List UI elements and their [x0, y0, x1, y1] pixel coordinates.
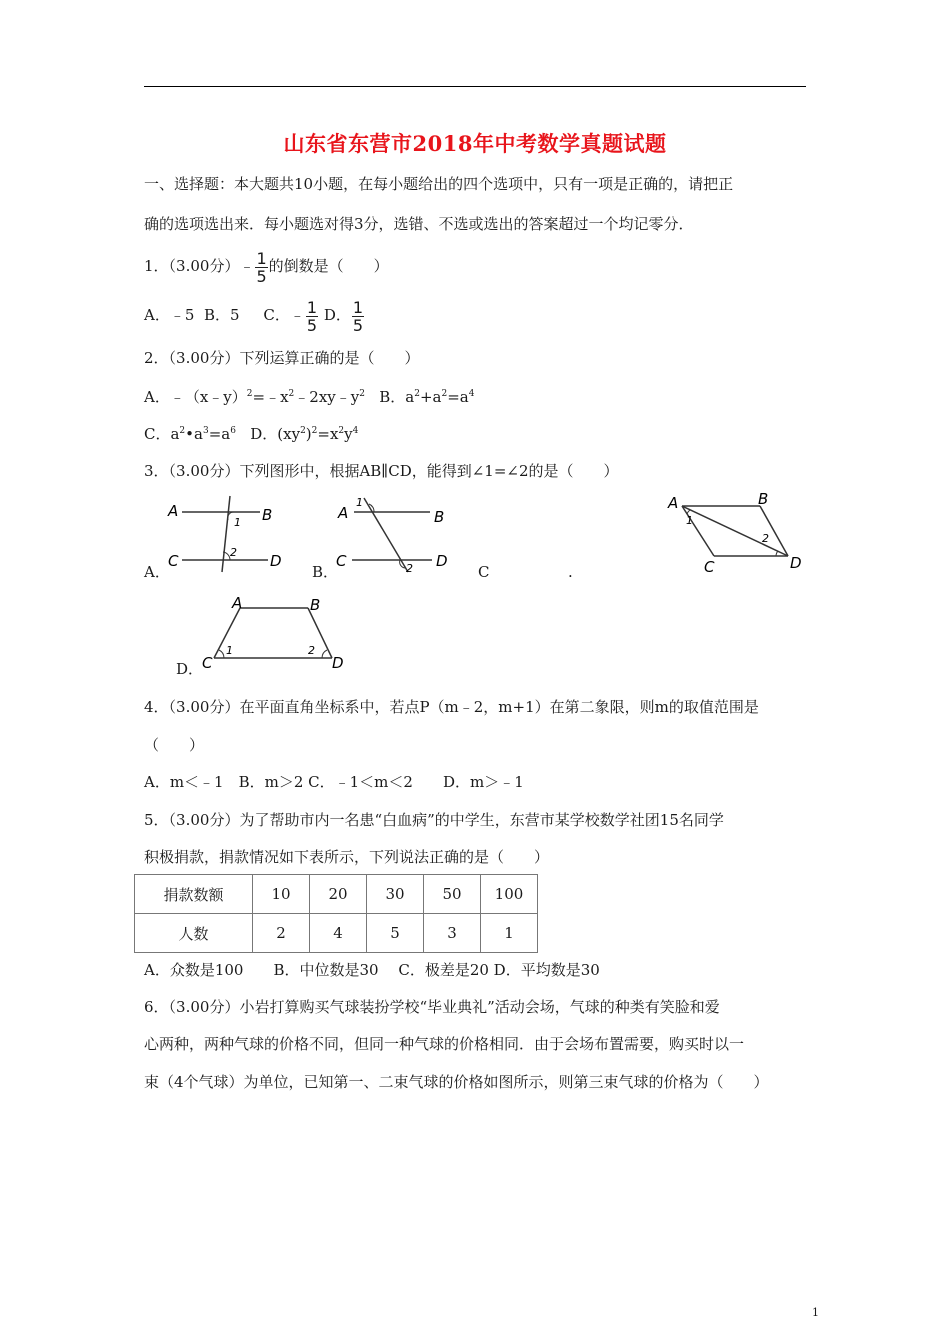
section-intro-line1: 一、选择题：本大题共10小题，在每小题给出的四个选项中，只有一项是正确的，请把正 [144, 175, 734, 193]
q3-option-b-label: B． [312, 563, 339, 581]
q3-figure-c [662, 492, 810, 576]
donation-table [134, 874, 538, 953]
svg-text:D: D [790, 554, 802, 572]
page-title: 山东省东营市2018年中考数学真题试题 [283, 131, 667, 156]
svg-text:B: B [262, 506, 273, 524]
q1-option-d: D． [323, 306, 351, 324]
question-1-stem: 1．（3.00分）﹣ $\frac{1}{5}$ 的倒数是（ ） [144, 248, 389, 286]
q3-option-c-dot: . [568, 563, 573, 581]
q3-option-a-label: A． [144, 563, 170, 581]
table-cell: 100 [481, 875, 538, 914]
question-6-line2: 心两种，两种气球的价格不同，但同一种气球的价格相同．由于会场布置需要，购买时以一 [144, 1035, 745, 1053]
q3-figure-b [332, 494, 457, 574]
table-cell: 10 [253, 875, 310, 914]
question-3-stem: 3．（3.00分）下列图形中，根据AB∥CD，能得到∠1=∠2的是（ ） [144, 462, 619, 480]
svg-text:1: 1 [356, 496, 363, 509]
svg-text:C: C [704, 558, 715, 576]
table-cell: 4 [310, 914, 367, 953]
svg-text:A: A [338, 504, 349, 522]
q3-option-c-label: C [478, 563, 490, 581]
table-cell: 3 [424, 914, 481, 953]
svg-text:2: 2 [308, 644, 315, 657]
question-2-options-cd: C．$a^2•a^3=a^6$ D．$(xy^2)^2=x^2y^4$ [144, 425, 359, 443]
question-1-options: A．﹣5 B．5 C．﹣ $\frac{1}{5}$ D． $\frac{1}{5}$ [144, 297, 364, 335]
svg-text:B: B [758, 492, 769, 508]
q1-option-b: B．5 [203, 306, 240, 324]
table-cell: 2 [253, 914, 310, 953]
header-rule [144, 86, 806, 87]
q3-figure-d [198, 594, 350, 674]
question-6-line1: 6．（3.00分）小岩打算购买气球装扮学校“毕业典礼”活动会场，气球的种类有笑脸和爱 [144, 998, 720, 1016]
table-row [135, 914, 538, 953]
svg-text:C: C [336, 552, 347, 570]
svg-text:1: 1 [226, 644, 233, 657]
svg-text:A: A [668, 494, 679, 512]
svg-text:A: A [232, 594, 243, 612]
table-cell: 20 [310, 875, 367, 914]
svg-text:C: C [168, 552, 179, 570]
svg-text:A: A [168, 502, 179, 520]
q1-option-a: A．﹣5 [144, 306, 195, 324]
table-cell: 1 [481, 914, 538, 953]
table-cell: 50 [424, 875, 481, 914]
question-4-paren: （ ） [144, 736, 205, 754]
page-number: 1 [812, 1306, 819, 1319]
question-2-stem: 2．（3.00分）下列运算正确的是（ ） [144, 349, 420, 367]
table-cell: 人数 [135, 914, 253, 953]
question-4-stem: 4．（3.00分）在平面直角坐标系中，若点P（m﹣2，m+1）在第二象限，则m的取值范围是 [144, 698, 759, 716]
question-5-line1: 5．（3.00分）为了帮助市内一名患“白血病”的中学生，东营市某学校数学社团15名同学 [144, 811, 724, 829]
svg-text:B: B [434, 508, 445, 526]
svg-text:D: D [332, 654, 344, 672]
question-6-line3: 束（4个气球）为单位，已知第一、二束气球的价格如图所示，则第三束气球的价格为（ ） [144, 1073, 769, 1091]
svg-text:D: D [436, 552, 448, 570]
q3-figure-a [160, 494, 295, 574]
question-4-options: A．m＜﹣1 B．m＞2 C．﹣1＜m＜2 D．m＞﹣1 [144, 773, 524, 791]
table-cell: 5 [367, 914, 424, 953]
question-2-options-ab: A．$﹣(x﹣y)^2=﹣x^2﹣2xy﹣y^2$ B．$a^2+a^2=a^4$ [144, 388, 475, 406]
question-5-line2: 积极捐款，捐款情况如下表所示，下列说法正确的是（ ） [144, 848, 550, 866]
svg-text:B: B [310, 596, 321, 614]
svg-text:1: 1 [234, 516, 241, 529]
q3-option-d-label: D． [176, 660, 204, 678]
svg-text:2: 2 [406, 562, 413, 574]
svg-text:2: 2 [762, 532, 769, 545]
svg-text:1: 1 [686, 514, 693, 527]
q1-option-c: C．﹣ [263, 306, 305, 324]
fraction-one-fifth: $\frac{1}{5}$ [256, 248, 267, 286]
table-row [135, 875, 538, 914]
svg-text:C: C [202, 654, 213, 672]
section-intro-line2: 确的选项选出来．每小题选对得3分，选错、不选或选出的答案超过一个均记零分． [144, 215, 694, 233]
question-5-options: A．众数是100 B．中位数是30 C．极差是20 D．平均数是30 [144, 961, 600, 979]
svg-text:D: D [270, 552, 282, 570]
table-cell: 30 [367, 875, 424, 914]
table-cell: 捐款数额 [135, 875, 253, 914]
svg-text:2: 2 [230, 546, 237, 559]
